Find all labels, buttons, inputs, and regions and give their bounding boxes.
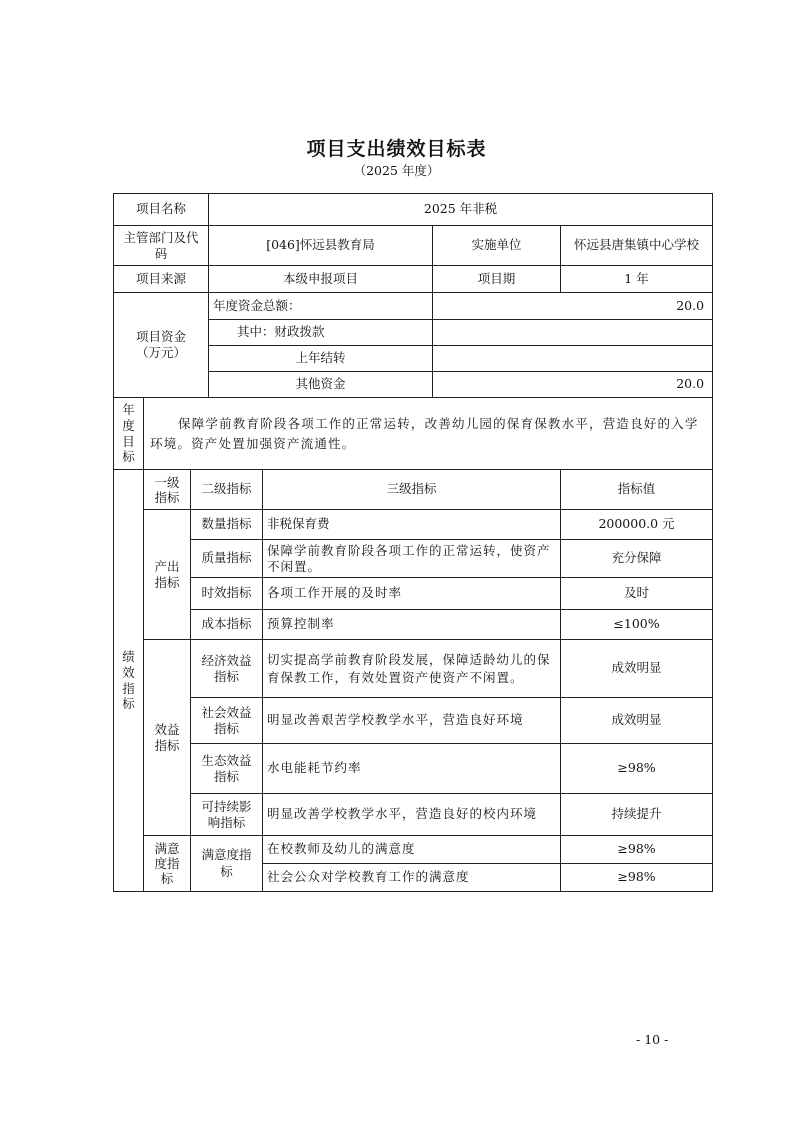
table-row [114, 540, 713, 578]
table-row [114, 266, 713, 293]
benefit-level2: 社会效益指标 [191, 698, 263, 744]
output-value: 充分保障 [561, 540, 713, 578]
satisfaction-label: 满意度指标 [144, 836, 191, 892]
output-level2: 数量指标 [191, 510, 263, 540]
source-value: 本级申报项目 [209, 266, 433, 293]
table-row [114, 698, 713, 744]
output-level2: 时效指标 [191, 578, 263, 610]
funds-other-value: 20.0 [433, 372, 713, 398]
project-name-value: 2025 年非税 [209, 194, 713, 226]
benefit-value: ≥98% [561, 744, 713, 794]
period-label: 项目期 [433, 266, 561, 293]
output-level3: 预算控制率 [263, 610, 561, 640]
output-value: ≤100% [561, 610, 713, 640]
output-level3: 非税保育费 [263, 510, 561, 540]
output-value: 及时 [561, 578, 713, 610]
funds-label: 项目资金（万元） [114, 293, 209, 398]
page-number: - 10 - [636, 1032, 669, 1047]
impl-value: 怀远县唐集镇中心学校 [561, 226, 713, 266]
goal-text [144, 398, 713, 470]
impl-label: 实施单位 [433, 226, 561, 266]
source-label: 项目来源 [114, 266, 209, 293]
goal-label: 年度目标 [114, 398, 144, 470]
output-value: 200000.0 元 [561, 510, 713, 540]
funds-total-label: 年度资金总额： [209, 293, 433, 320]
table-row [114, 744, 713, 794]
goal-text-content: 保障学前教育阶段各项工作的正常运转，改善幼儿园的保育保教水平，营造良好的入学环境。资产处置加强资产流通性。 [150, 415, 699, 451]
output-label: 产出指标 [144, 510, 191, 640]
dept-value: [046]怀远县教育局 [209, 226, 433, 266]
benefit-level3: 水电能耗节约率 [263, 744, 561, 794]
funds-fiscal-value [433, 320, 713, 346]
funds-carryover-label: 上年结转 [209, 346, 433, 372]
page-title: 项目支出绩效目标表 [306, 138, 487, 160]
benefit-level2: 经济效益指标 [191, 640, 263, 698]
output-level2: 质量指标 [191, 540, 263, 578]
table-row [114, 226, 713, 266]
header-level2: 二级指标 [191, 470, 263, 510]
header-level1: 一级指标 [144, 470, 191, 510]
table-row [114, 610, 713, 640]
table-row [114, 640, 713, 698]
funds-other-label: 其他资金 [209, 372, 433, 398]
benefit-label: 效益指标 [144, 640, 191, 836]
table-row [114, 510, 713, 540]
satisfaction-level3: 在校教师及幼儿的满意度 [263, 836, 561, 864]
benefit-level3: 切实提高学前教育阶段发展，保障适龄幼儿的保育保教工作，有效处置资产使资产不闲置。 [263, 640, 561, 698]
satisfaction-level3: 社会公众对学校教育工作的满意度 [263, 864, 561, 892]
benefit-level3: 明显改善艰苦学校教学水平，营造良好环境 [263, 698, 561, 744]
header-value: 指标值 [561, 470, 713, 510]
table-row [114, 194, 713, 226]
funds-fiscal-label: 其中：财政拨款 [209, 320, 433, 346]
performance-target-table [113, 193, 713, 892]
period-value: 1 年 [561, 266, 713, 293]
table-row [114, 578, 713, 610]
satisfaction-value: ≥98% [561, 864, 713, 892]
table-row [114, 794, 713, 836]
table-row [114, 398, 713, 470]
table-row [114, 293, 713, 320]
page-subtitle: （2025 年度） [353, 163, 440, 178]
funds-carryover-value [433, 346, 713, 372]
table-row [114, 470, 713, 510]
output-level3: 保障学前教育阶段各项工作的正常运转，使资产不闲置。 [263, 540, 561, 578]
dept-label: 主管部门及代码 [114, 226, 209, 266]
funds-total-value: 20.0 [433, 293, 713, 320]
table-row [114, 836, 713, 864]
project-name-label: 项目名称 [114, 194, 209, 226]
benefit-level2: 可持续影响指标 [191, 794, 263, 836]
output-level3: 各项工作开展的及时率 [263, 578, 561, 610]
benefit-level2: 生态效益指标 [191, 744, 263, 794]
header-level3: 三级指标 [263, 470, 561, 510]
benefit-value: 成效明显 [561, 698, 713, 744]
output-level2: 成本指标 [191, 610, 263, 640]
satisfaction-value: ≥98% [561, 836, 713, 864]
benefit-level3: 明显改善学校教学水平，营造良好的校内环境 [263, 794, 561, 836]
indicators-section-label: 绩效指标 [114, 470, 144, 892]
benefit-value: 持续提升 [561, 794, 713, 836]
satisfaction-level2: 满意度指标 [191, 836, 263, 892]
benefit-value: 成效明显 [561, 640, 713, 698]
